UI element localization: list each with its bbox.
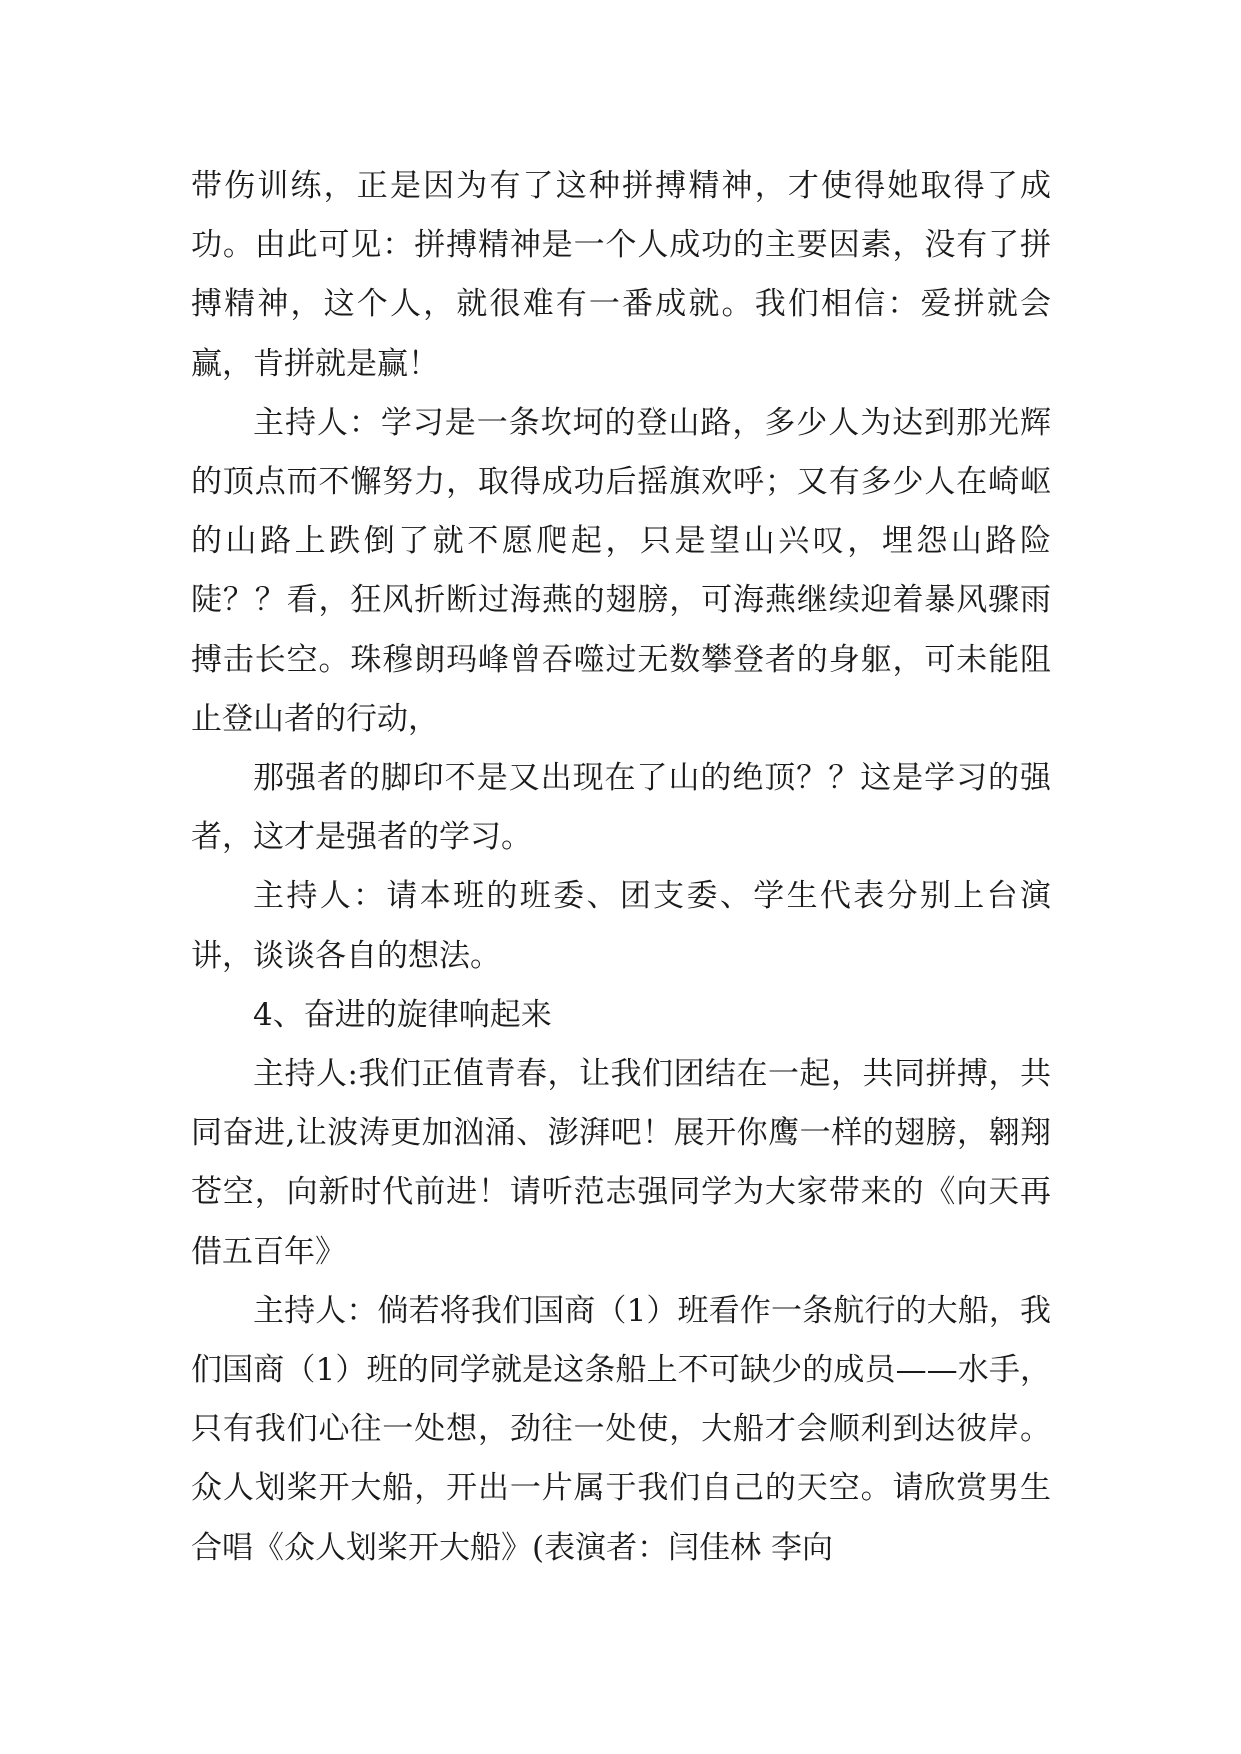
section-heading: 4、奋进的旋律响起来 [253,996,552,1033]
paragraph-1: 带伤训练，正是因为有了这种拼搏精神，才使得她取得了成功。由此可见：拼搏精神是一个人成功的主要因素，没有了拼搏精神，这个人，就很难有一番成就。我们相信：爱拼就会赢，肯拼就是赢！ [191,168,1051,382]
paragraph-4: 主持人：请本班的班委、团支委、学生代表分别上台演讲，谈谈各自的想法。 [191,878,1051,974]
paragraph-6: 主持人：倘若将我们国商（1）班看作一条航行的大船，我们国商（1）班的同学就是这条船上不可缺少的成员——水手，只有我们心往一处想，劲往一处使，大船才会顺利到达彼岸。众人划桨开大船，开出一片属于我们自己的天空。请欣赏男生合唱《众人划桨开大船》(表演者：闫佳林 李向 [191,1292,1051,1566]
document-body [191,157,1051,1578]
paragraph-2: 主持人：学习是一条坎坷的登山路，多少人为达到那光辉的顶点而不懈努力，取得成功后摇旗欢呼；又有多少人在崎岖的山路上跌倒了就不愿爬起，只是望山兴叹，埋怨山路险陡？？看，狂风折断过海燕的翅膀，可海燕继续迎着暴风骤雨搏击长空。珠穆朗玛峰曾吞噬过无数攀登者的身躯，可未能阻止登山者的行动， [191,404,1051,737]
paragraph-3: 那强者的脚印不是又出现在了山的绝顶？？这是学习的强者，这才是强者的学习。 [191,760,1051,856]
paragraph-5: 主持人:我们正值青春，让我们团结在一起，共同拼搏，共同奋进,让波涛更加汹涌、澎湃吧！展开你鹰一样的翅膀，翱翔苍空，向新时代前进！请听范志强同学为大家带来的《向天再借五百年》 [191,1056,1051,1270]
